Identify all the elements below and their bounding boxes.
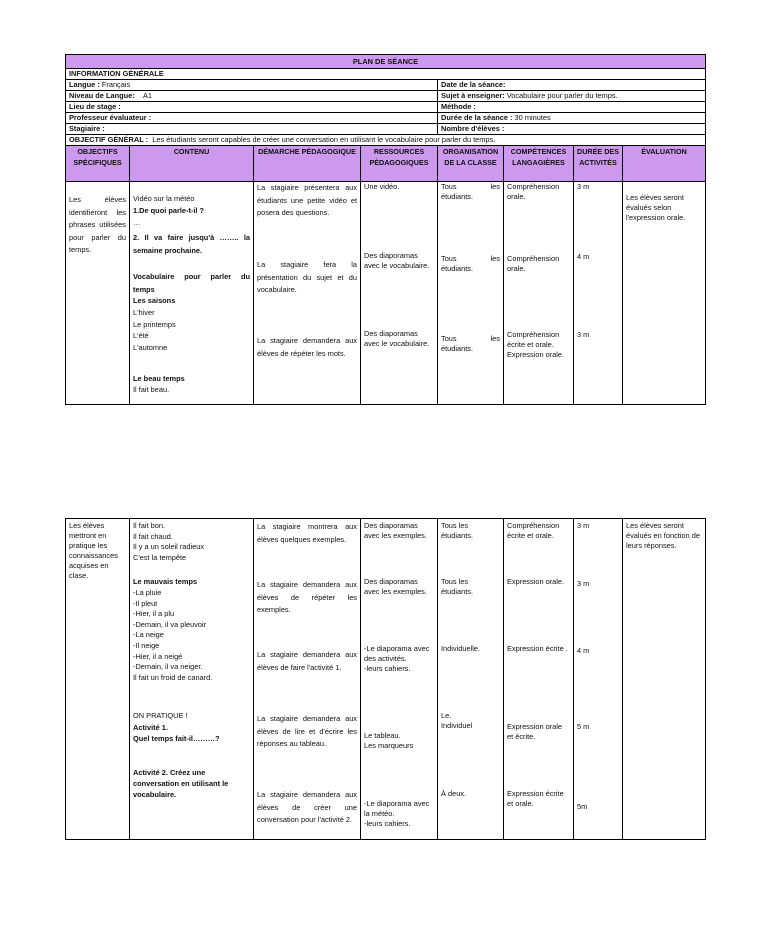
contenu-beau-temps-title: Le beau temps [133, 374, 185, 383]
contenu-mauvais-temps-list: -La pluie -Il pleut -Hier, il a plu -Demain, il va pleuvoir -La neige -Il neige -Hier, il a neigé -Demain, il va neiger. Il fait un froid de canard. [133, 588, 213, 682]
demarche-cell [254, 182, 361, 405]
ressource-p2-1: Des diaporamas avec les exemples. [364, 521, 427, 540]
contenu-vocab-title: Vocabulaire pour parler du temps [133, 272, 250, 294]
col-header-evaluation: ÉVALUATION [623, 146, 706, 182]
col-header-duree: DURÉE DES ACTIVITÉS [574, 146, 623, 182]
objectif-cell [66, 182, 130, 405]
langue-cell [66, 80, 438, 91]
col-header-competences: COMPÉTENCES LANGAGIÈRES [504, 146, 574, 182]
contenu-saisons-title: Les saisons [133, 296, 176, 305]
organisation-cell-p2 [438, 519, 504, 840]
org-p2-3: Individuelle. [441, 644, 481, 653]
duree-1: 3 m [577, 182, 590, 191]
contenu-on-pratique: ON PRATIQUE ! [133, 711, 188, 720]
comp-p2-5: Expression écrite et orale. [507, 789, 564, 808]
col-header-ressources: RESSOURCES PÉDAGOGIQUES [361, 146, 438, 182]
comp-1: Compréhension orale. [507, 182, 560, 201]
prof-cell [66, 113, 438, 124]
duree-p2-3: 4 m [577, 646, 590, 655]
duree-value: 30 minutes [514, 113, 551, 122]
lesson-plan-table-page2 [65, 518, 706, 840]
plan-title: PLAN DE SÉANCE [66, 55, 706, 69]
duree-2: 4 m [577, 252, 590, 261]
evaluation-text-p2: Les élèves seront évalués en fonction de leurs réponses. [626, 521, 700, 550]
demarche-2: La stagiaire fera la présentation du sujet et du vocabulaire. [257, 260, 357, 294]
contenu-question-1: 1.De quoi parle-t-il ? [133, 206, 205, 215]
duree-3: 3 m [577, 330, 590, 339]
langue-label: Langue : [69, 80, 100, 89]
langue-value: Français [101, 80, 131, 89]
niveau-label: Niveau de Langue: [69, 91, 135, 100]
demarche-p2-3: La stagiaire demandera aux élèves de faire l'activité 1. [257, 650, 357, 672]
evaluation-text: Les élèves seront évalués selon l'expression orale. [626, 193, 686, 222]
lieu-cell [66, 102, 438, 113]
contenu-cell-p2 [130, 519, 254, 840]
duree-p2-1: 3 m [577, 521, 590, 530]
comp-p2-4: Expression orale et écrite. [507, 722, 563, 741]
duree-p2-5: 5m [577, 802, 588, 811]
niveau-value: A1 [142, 91, 152, 100]
ressource-2: Des diaporamas avec le vocabulaire. [364, 251, 430, 270]
organisation-cell [438, 182, 504, 405]
org-3: Tous les étudiants. [441, 334, 500, 353]
demarche-p2-1: La stagiaire montrera aux élèves quelques exemples. [257, 522, 357, 544]
methode-cell [438, 102, 706, 113]
lesson-plan-table-page1 [65, 54, 706, 405]
ressource-p2-3: -Le diaporama avec des activités. -leurs cahiers. [364, 644, 430, 673]
objectif-text-p2: Les élèves mettront en pratique les connaissances acquises en clase. [69, 521, 118, 580]
contenu-mauvais-temps-title: Le mauvais temps [133, 577, 198, 586]
col-header-organisation: ORGANISATION DE LA CLASSE [438, 146, 504, 182]
sujet-value: Vocabulaire pour parler du temps. [506, 91, 618, 100]
ressource-p2-5: -Le diaporama avec la météo. -leurs cahiers. [364, 799, 430, 828]
eleves-label: Nombre d'élèves : [441, 124, 505, 133]
contenu-beau-temps-list: Il fait bon. Il fait chaud. Il y a un soleil radieux C'est la tempête [133, 521, 205, 562]
duree-label: Durée de la séance : [441, 113, 513, 122]
col-header-contenu: CONTENU [130, 146, 254, 182]
duree-col-cell-p2 [574, 519, 623, 840]
org-p2-1: Tous les étudiants. [441, 521, 474, 540]
competences-cell [504, 182, 574, 405]
col-header-demarche: DÉMARCHE PÉDAGOGIQUE [254, 146, 361, 182]
evaluation-cell-p2 [623, 519, 706, 840]
stagiaire-label: Stagiaire : [69, 124, 105, 133]
competences-cell-p2 [504, 519, 574, 840]
stagiaire-cell [66, 124, 438, 135]
contenu-activite-1: Activité 1. Quel temps fait-il………? [133, 723, 220, 743]
comp-3: Compréhension écrite et orale. Expression orale. [507, 330, 565, 359]
contenu-video: Vidéo sur la météo [133, 194, 195, 203]
contenu-question-2: 2. Il va faire jusqu'à …….. la semaine prochaine. [133, 233, 250, 255]
date-cell [438, 80, 706, 91]
evaluation-cell [623, 182, 706, 405]
comp-p2-3: Expression écrite . [507, 644, 568, 653]
prof-label: Professeur évaluateur : [69, 113, 152, 122]
comp-p2-2: Expression orale. [507, 577, 565, 586]
org-p2-4: Le. Individuel [441, 711, 473, 730]
duree-p2-4: 5 m [577, 722, 590, 731]
sujet-cell [438, 91, 706, 102]
contenu-cell [130, 182, 254, 405]
objectif-text: Les élèves identifieront les phrases utilisées pour parler du temps. [69, 195, 126, 254]
demarche-1: La stagiaire présentera aux étudiants une petite vidéo et posera des questions. [257, 183, 357, 217]
date-label: Date de la séance: [441, 80, 506, 89]
org-p2-5: À deux. [441, 789, 467, 798]
ressources-cell [361, 182, 438, 405]
sujet-label: Sujet à enseigner: [441, 91, 505, 100]
lieu-label: Lieu de stage : [69, 102, 121, 111]
ressource-3: Des diaporamas avec le vocabulaire. [364, 329, 430, 348]
demarche-p2-2: La stagiaire demandera aux élèves de répéter les exemples. [257, 580, 357, 614]
duree-col-cell [574, 182, 623, 405]
contenu-activite-2: Activité 2. Créez une conversation en utilisant le vocabulaire. [133, 768, 229, 799]
org-2: Tous les étudiants. [441, 254, 500, 273]
objectif-cell-p2 [66, 519, 130, 840]
org-p2-2: Tous les étudiants. [441, 577, 474, 596]
demarche-p2-5: La stagiaire demandera aux élèves de créer une conversation pour l'activité 2. [257, 790, 357, 824]
contenu-ellipsis: … [133, 218, 141, 227]
demarche-3: La stagiaire demandera aux élèves de répéter les mots. [257, 336, 357, 358]
demarche-cell-p2 [254, 519, 361, 840]
info-header: INFORMATION GÉNÉRALE [66, 69, 706, 80]
duree-p2-2: 3 m [577, 579, 590, 588]
comp-2: Compréhension orale. [507, 254, 560, 273]
objectif-general-label: OBJECTIF GÉNÉRAL : [69, 135, 149, 144]
duree-cell [438, 113, 706, 124]
ressource-1: Une vidéo. [364, 182, 400, 191]
methode-label: Méthode : [441, 102, 476, 111]
col-header-objectifs: OBJECTIFS SPÉCIFIQUES [66, 146, 130, 182]
org-1: Tous les étudiants. [441, 182, 500, 201]
niveau-cell [66, 91, 438, 102]
contenu-beau-temps-text: Il fait beau. [133, 385, 170, 394]
demarche-p2-4: La stagiaire demandera aux élèves de lire et d'écrire les réponses au tableau. [257, 714, 357, 748]
ressource-p2-2: Des diaporamas avec les exemples. [364, 577, 427, 596]
objectif-general-value: Les étudiants seront capables de créer une conversation en utilisant le vocabulaire pour parler du temps. [152, 135, 496, 144]
objectif-general-cell [66, 135, 706, 146]
ressources-cell-p2 [361, 519, 438, 840]
eleves-cell [438, 124, 706, 135]
ressource-p2-4: Le tableau. Les marqueurs [364, 731, 414, 750]
contenu-saisons-list: L'hiver Le printemps L'été L'automne [133, 308, 176, 352]
comp-p2-1: Compréhension écrite et orale. [507, 521, 560, 540]
